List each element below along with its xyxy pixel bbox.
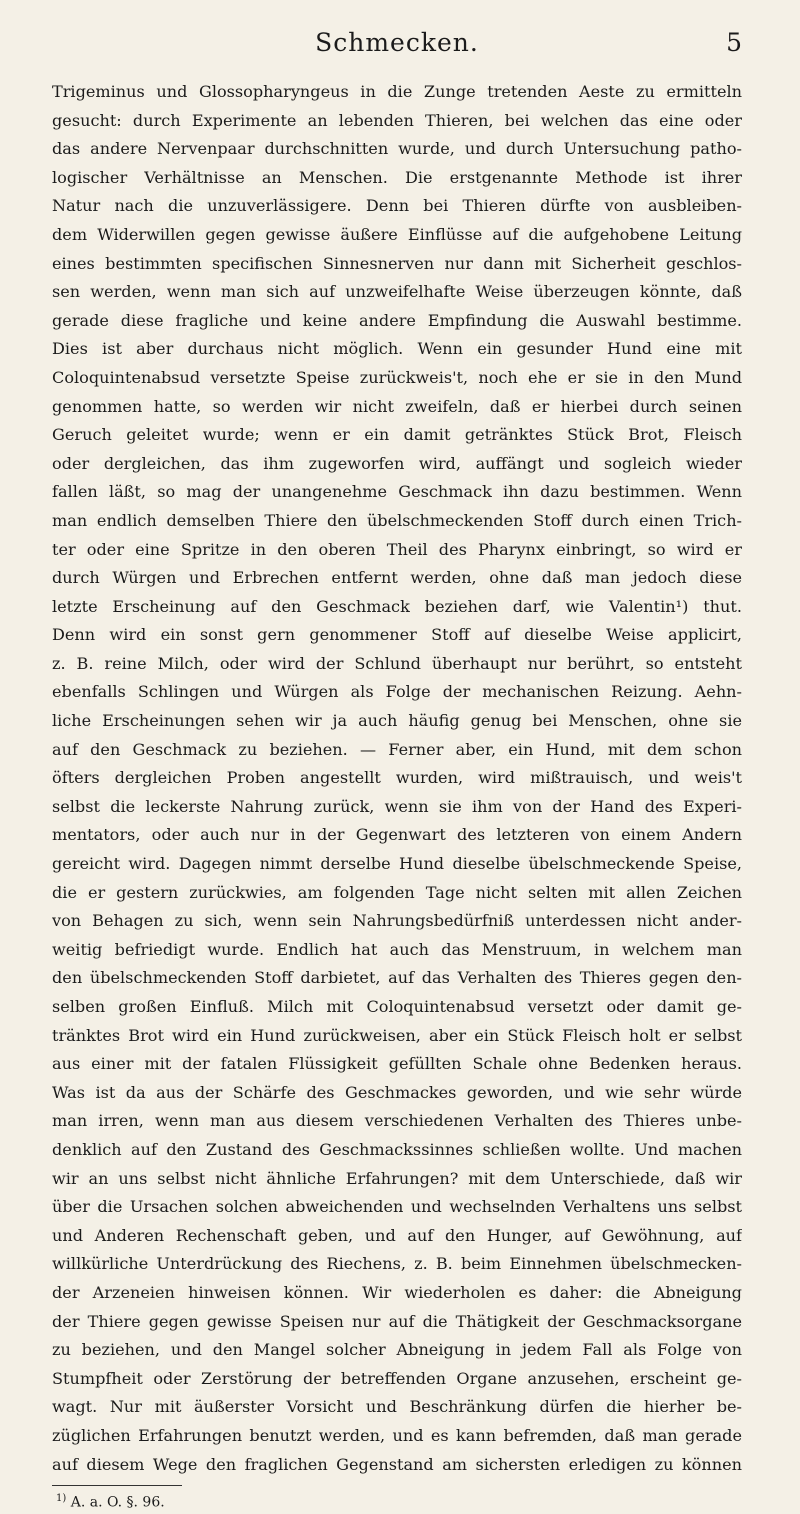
- text-line: von Behagen zu sich, wenn sein Nahrungsbedürfniß unterdessen nicht ander-: [52, 911, 742, 931]
- text-line: Geruch geleitet wurde; wenn er ein damit getränktes Stück Brot, Fleisch: [52, 425, 742, 445]
- text-line: durch Würgen und Erbrechen entfernt werden, ohne daß man jedoch diese: [52, 568, 742, 588]
- text-line: liche Erscheinungen sehen wir ja auch häufig genug bei Menschen, ohne sie: [52, 711, 742, 731]
- footnote: [52, 1488, 742, 1514]
- text-line: züglichen Erfahrungen benutzt werden, und es kann befremden, daß man gerade: [52, 1425, 742, 1445]
- text-line: der Arzeneien hinweisen können. Wir wiederholen es daher: die Abneigung: [52, 1282, 742, 1302]
- text-line: Was ist da aus der Schärfe des Geschmackes geworden, und wie sehr würde: [52, 1082, 742, 1102]
- text-line: auf diesem Wege den fraglichen Gegenstand am sichersten erledigen zu können: [52, 1454, 742, 1474]
- text-line: öfters dergleichen Proben angestellt wurden, wird mißtrauisch, und weis't: [52, 768, 742, 788]
- text-line: und Anderen Rechenschaft geben, und auf den Hunger, auf Gewöhnung, auf: [52, 1225, 742, 1245]
- text-line: Natur nach die unzuverlässigere. Denn bei Thieren dürfte von ausbleiben-: [52, 196, 742, 216]
- text-line: Trigeminus und Glossopharyngeus in die Zunge tretenden Aeste zu ermitteln: [52, 82, 742, 101]
- footnote-rule: [52, 1485, 182, 1486]
- text-line: sen werden, wenn man sich auf unzweifelhafte Weise überzeugen könnte, daß: [52, 282, 742, 302]
- text-line: gerade diese fragliche und keine andere Empfindung die Auswahl bestimme.: [52, 310, 742, 330]
- text-line: wir an uns selbst nicht ähnliche Erfahrungen? mit dem Unterschiede, daß wir: [52, 1168, 742, 1188]
- text-line: denklich auf den Zustand des Geschmackssinnes schließen wollte. Und machen: [52, 1139, 742, 1159]
- text-line: über die Ursachen solchen abweichenden und wechselnden Verhaltens uns selbst: [52, 1197, 742, 1217]
- text-line: selben großen Einfluß. Milch mit Coloquintenabsud versetzt oder damit ge-: [52, 997, 742, 1016]
- text-line: Stumpfheit oder Zerstörung der betreffenden Organe anzusehen, erscheint ge-: [52, 1368, 742, 1388]
- text-line: logischer Verhältnisse an Menschen. Die erstgenannte Methode ist ihrer: [52, 167, 742, 187]
- footnote-marker: 1): [56, 1493, 67, 1505]
- text-line: gesucht: durch Experimente an lebenden Thieren, bei welchen das eine oder: [52, 110, 742, 130]
- text-line: eines bestimmten specifischen Sinnesnerven nur dann mit Sicherheit geschlos-: [52, 253, 742, 273]
- footnote-text: A. a. O. §. 96.: [70, 1494, 165, 1511]
- running-title: Schmecken.: [315, 28, 479, 57]
- text-line: dem Widerwillen gegen gewisse äußere Einflüsse auf die aufgehobene Leitung: [52, 224, 742, 244]
- text-line: Coloquintenabsud versetzte Speise zurückweis't, noch ehe er sie in den Mund: [52, 367, 742, 387]
- text-line: mentators, oder auch nur in der Gegenwart des letzteren von einem Andern: [52, 825, 742, 845]
- text-line: den übelschmeckenden Stoff darbietet, auf das Verhalten des Thieres gegen den-: [52, 968, 742, 988]
- text-line: weitig befriedigt wurde. Endlich hat auch das Menstruum, in welchem man: [52, 939, 742, 959]
- body-text: [52, 78, 742, 1479]
- text-line: aus einer mit der fatalen Flüssigkeit gefüllten Schale ohne Bedenken heraus.: [52, 1054, 742, 1074]
- text-line: ter oder eine Spritze in den oberen Theil des Pharynx einbringt, so wird er: [52, 539, 742, 559]
- text-line: selbst die leckerste Nahrung zurück, wenn sie ihm von der Hand des Experi-: [52, 796, 742, 816]
- page-number: 5: [726, 28, 742, 57]
- text-line: fallen läßt, so mag der unangenehme Geschmack ihn dazu bestimmen. Wenn: [52, 482, 742, 502]
- text-line: letzte Erscheinung auf den Geschmack beziehen darf, wie Valentin¹) thut.: [52, 596, 742, 616]
- text-line: man endlich demselben Thiere den übelschmeckenden Stoff durch einen Trich-: [52, 510, 742, 530]
- text-line: z. B. reine Milch, oder wird der Schlund überhaupt nur berührt, so entsteht: [52, 653, 742, 673]
- text-line: gereicht wird. Dagegen nimmt derselbe Hund dieselbe übelschmeckende Speise,: [52, 854, 742, 874]
- text-line: tränktes Brot wird ein Hund zurückweisen, aber ein Stück Fleisch holt er selbst: [52, 1025, 742, 1045]
- text-line: auf den Geschmack zu beziehen. — Ferner aber, ein Hund, mit dem schon: [52, 739, 742, 759]
- text-line: wagt. Nur mit äußerster Vorsicht und Beschränkung dürfen die hierher be-: [52, 1397, 742, 1417]
- text-line: Denn wird ein sonst gern genommener Stoff auf dieselbe Weise applicirt,: [52, 625, 742, 645]
- running-head: [52, 28, 742, 72]
- text-line: die er gestern zurückwies, am folgenden Tage nicht selten mit allen Zeichen: [52, 882, 742, 902]
- text-line: man irren, wenn man aus diesem verschiedenen Verhalten des Thieres unbe-: [52, 1111, 742, 1131]
- text-line: das andere Nervenpaar durchschnitten wurde, und durch Untersuchung patho-: [52, 139, 742, 159]
- text-line: der Thiere gegen gewisse Speisen nur auf die Thätigkeit der Geschmacksorgane: [52, 1311, 742, 1331]
- text-line: oder dergleichen, das ihm zugeworfen wird, auffängt und sogleich wieder: [52, 453, 742, 473]
- text-line: zu beziehen, und den Mangel solcher Abneigung in jedem Fall als Folge von: [52, 1340, 742, 1360]
- text-line: willkürliche Unterdrückung des Riechens, z. B. beim Einnehmen übelschmecken-: [52, 1254, 742, 1274]
- text-line: ebenfalls Schlingen und Würgen als Folge der mechanischen Reizung. Aehn-: [52, 682, 742, 702]
- text-line: genommen hatte, so werden wir nicht zweifeln, daß er hierbei durch seinen: [52, 396, 742, 416]
- text-line: Dies ist aber durchaus nicht möglich. Wenn ein gesunder Hund eine mit: [52, 339, 742, 359]
